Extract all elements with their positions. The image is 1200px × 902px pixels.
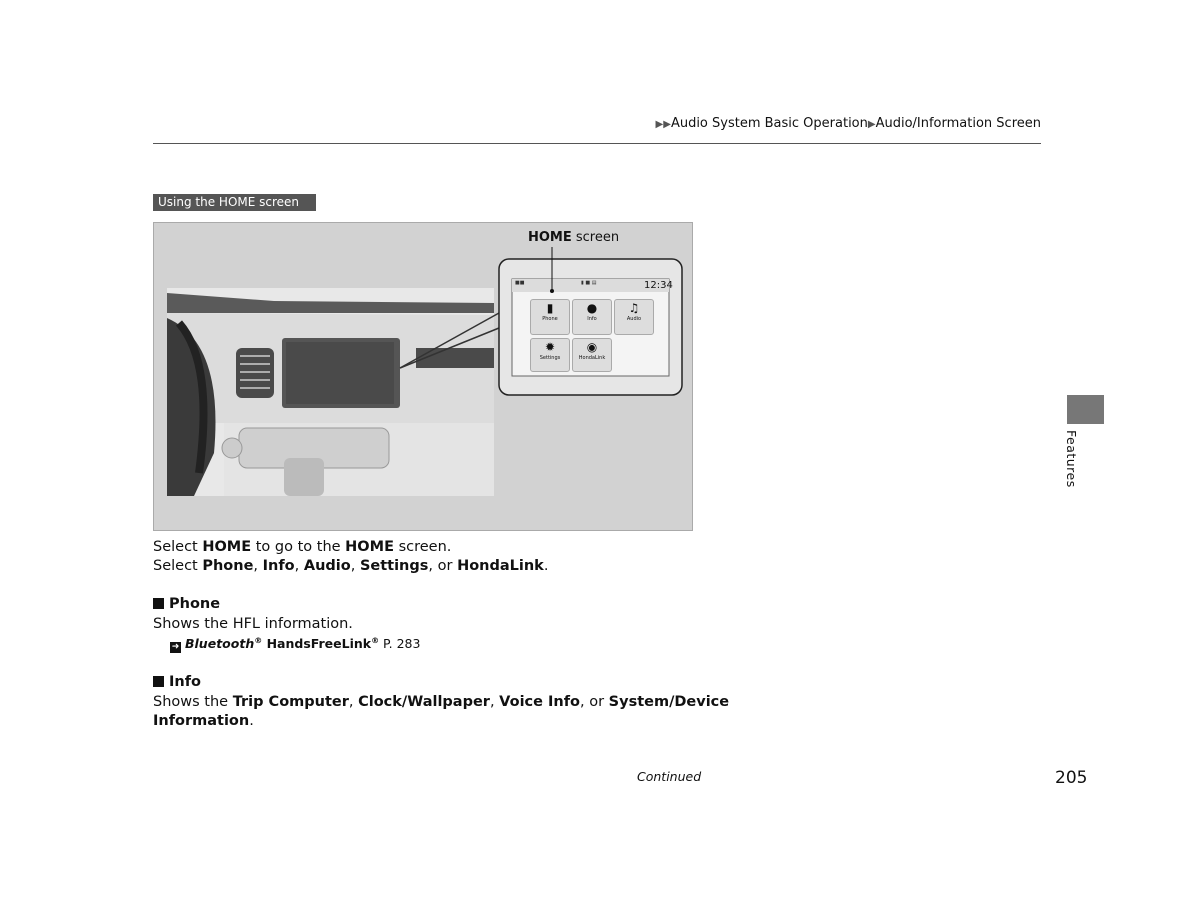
- music-note-icon: ♫: [628, 301, 640, 315]
- side-tab-marker: [1067, 395, 1104, 424]
- breadcrumb-arrow-icon: ▶: [867, 119, 876, 130]
- breadcrumb-item: Audio/Information Screen: [875, 116, 1041, 131]
- app-tile-label: Settings: [539, 355, 561, 361]
- cross-reference-arrow-icon: ➜: [171, 642, 180, 653]
- breadcrumb-arrow-icon: ▶▶: [655, 119, 671, 130]
- dashboard-figure: [153, 222, 693, 531]
- phone-heading: Phone: [153, 596, 220, 612]
- app-tile-label: Info: [587, 316, 597, 322]
- continued-label: Continued: [637, 769, 702, 784]
- info-heading: Info: [153, 674, 201, 690]
- hondalink-icon: ◉: [586, 340, 598, 354]
- section-tag: Using the HOME screen: [153, 194, 316, 211]
- intro-line-1: Select HOME to go to the HOME screen.: [153, 539, 452, 555]
- intro-line-2: Select Phone, Info, Audio, Settings, or HondaLink.: [153, 558, 549, 574]
- dashboard-illustration: [154, 223, 693, 531]
- app-tile-hondalink[interactable]: [572, 338, 612, 372]
- status-bar-icons: ■■ ▮ ■ ▤: [515, 280, 597, 286]
- app-tile-phone[interactable]: [530, 299, 570, 335]
- info-icon: ●: [586, 301, 598, 315]
- app-tile-label: Audio: [626, 316, 642, 322]
- app-tile-settings[interactable]: [530, 338, 570, 372]
- page-number: 205: [1055, 768, 1088, 788]
- app-tile-audio[interactable]: [614, 299, 654, 335]
- info-description-line-1: Shows the Trip Computer, Clock/Wallpaper, Voice Info, or System/Device: [153, 694, 730, 710]
- app-tile-label: Phone: [542, 316, 558, 322]
- phone-description: Shows the HFL information.: [153, 616, 353, 632]
- phone-icon: ▮: [546, 301, 554, 315]
- app-tile-info[interactable]: [572, 299, 612, 335]
- cross-reference-link[interactable]: ➜ Bluetooth® HandsFreeLink® P. 283: [171, 636, 421, 653]
- home-screen-callout: HOME screen: [528, 230, 620, 245]
- screen-clock: 12:34: [644, 280, 673, 291]
- breadcrumb: [656, 116, 1041, 131]
- square-bullet-icon: [153, 598, 164, 609]
- square-bullet-icon: [153, 676, 164, 687]
- app-tile-label: HondaLink: [578, 355, 606, 361]
- header-rule: [153, 143, 1041, 144]
- gear-icon: ✹: [544, 340, 556, 354]
- info-description-line-2: Information.: [153, 713, 254, 729]
- breadcrumb-item: Audio System Basic Operation: [670, 116, 868, 131]
- side-tab-label: Features: [1064, 430, 1079, 488]
